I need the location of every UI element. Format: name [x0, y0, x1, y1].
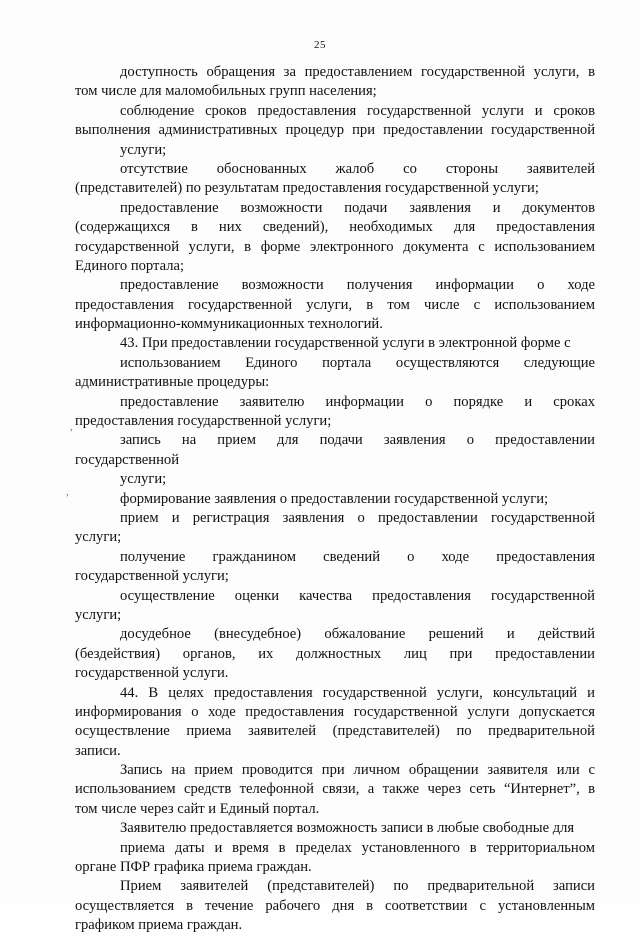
text-line: использованием средств телефонной связи, а также через сеть “Интернет”, в: [75, 781, 595, 798]
text-line: информирования о ходе предоставления государственной услуги допускается: [75, 703, 595, 720]
text-line: том числе через сайт и Единый портал.: [75, 800, 320, 817]
text-line: предоставление возможности подачи заявления и документов: [120, 199, 595, 216]
text-line: предоставления государственной услуги;: [75, 413, 332, 430]
text-line: органе ПФР графика приема граждан.: [75, 859, 312, 876]
text-line: государственной: [75, 451, 180, 468]
text-line: использованием Единого портала осуществляются следующие: [120, 354, 595, 371]
text-line: предоставление возможности получения информации о ходе: [120, 277, 595, 294]
text-line: прием и регистрация заявления о предоставлении государственной: [120, 509, 595, 526]
text-line: Прием заявителей (представителей) по предварительной записи: [120, 878, 595, 895]
text-line: услуги;: [120, 471, 167, 488]
page-number: 25: [314, 39, 326, 51]
scan-edge-mark: ,: [70, 422, 73, 433]
document-body: [75, 63, 595, 936]
text-line: запись на прием для подачи заявления о предоставлении: [120, 432, 595, 449]
text-line: государственной услуги.: [75, 665, 229, 682]
text-line: Запись на прием проводится при личном обращении заявителя или с: [120, 762, 595, 779]
text-line: доступность обращения за предоставлением государственной услуги, в: [120, 64, 595, 80]
text-line: государственной услуги, в форме электронного документа с использованием: [75, 238, 595, 255]
text-line: 44. В целях предоставления государственной услуги, консультаций и: [120, 684, 595, 701]
text-line: получение гражданином сведений о ходе предоставления: [120, 548, 595, 565]
text-line: (бездействия) органов, их должностных лиц при предоставлении: [75, 645, 595, 662]
text-line: том числе для маломобильных групп населения;: [75, 83, 377, 100]
text-line: услуги;: [120, 141, 167, 158]
text-line: осуществляется в течение рабочего дня в соответствии с установленным: [75, 897, 595, 914]
scan-edge-mark: ,: [66, 487, 69, 498]
text-line: осуществление оценки качества предоставления государственной: [120, 587, 595, 604]
text-line: осуществление приема заявителей (представителей) по предварительной: [75, 723, 595, 740]
text-line: (представителей) по результатам предоставления государственной услуги;: [75, 180, 539, 197]
text-line: выполнения административных процедур при предоставлении государственной: [75, 122, 595, 139]
text-line: предоставление заявителю информации о порядке и сроках: [120, 393, 595, 410]
text-line: отсутствие обоснованных жалоб со стороны заявителей: [120, 160, 595, 177]
text-line: административные процедуры:: [75, 374, 270, 391]
text-line: приема даты и время в пределах установленного в территориальном: [120, 839, 595, 856]
text-line: записи.: [75, 742, 121, 759]
text-line: (содержащихся в них сведений), необходимых для предоставления: [75, 219, 595, 236]
text-line: предоставления государственной услуги, в том числе с использованием: [75, 296, 595, 313]
text-line: услуги;: [75, 529, 122, 546]
text-line: услуги;: [75, 606, 122, 623]
text-line: 43. При предоставлении государственной услуги в электронной форме с: [120, 335, 571, 352]
text-line: формирование заявления о предоставлении государственной услуги;: [120, 490, 549, 507]
text-line: Единого портала;: [75, 257, 185, 274]
text-line: графиком приема граждан.: [75, 917, 243, 934]
text-line: Заявителю предоставляется возможность записи в любые свободные для: [120, 820, 575, 837]
text-line: государственной услуги;: [75, 568, 229, 585]
text-line: досудебное (внесудебное) обжалование решений и действий: [120, 626, 595, 643]
text-line: соблюдение сроков предоставления государственной услуги и сроков: [120, 102, 595, 119]
text-line: информационно-коммуникационных технологий.: [75, 316, 383, 333]
